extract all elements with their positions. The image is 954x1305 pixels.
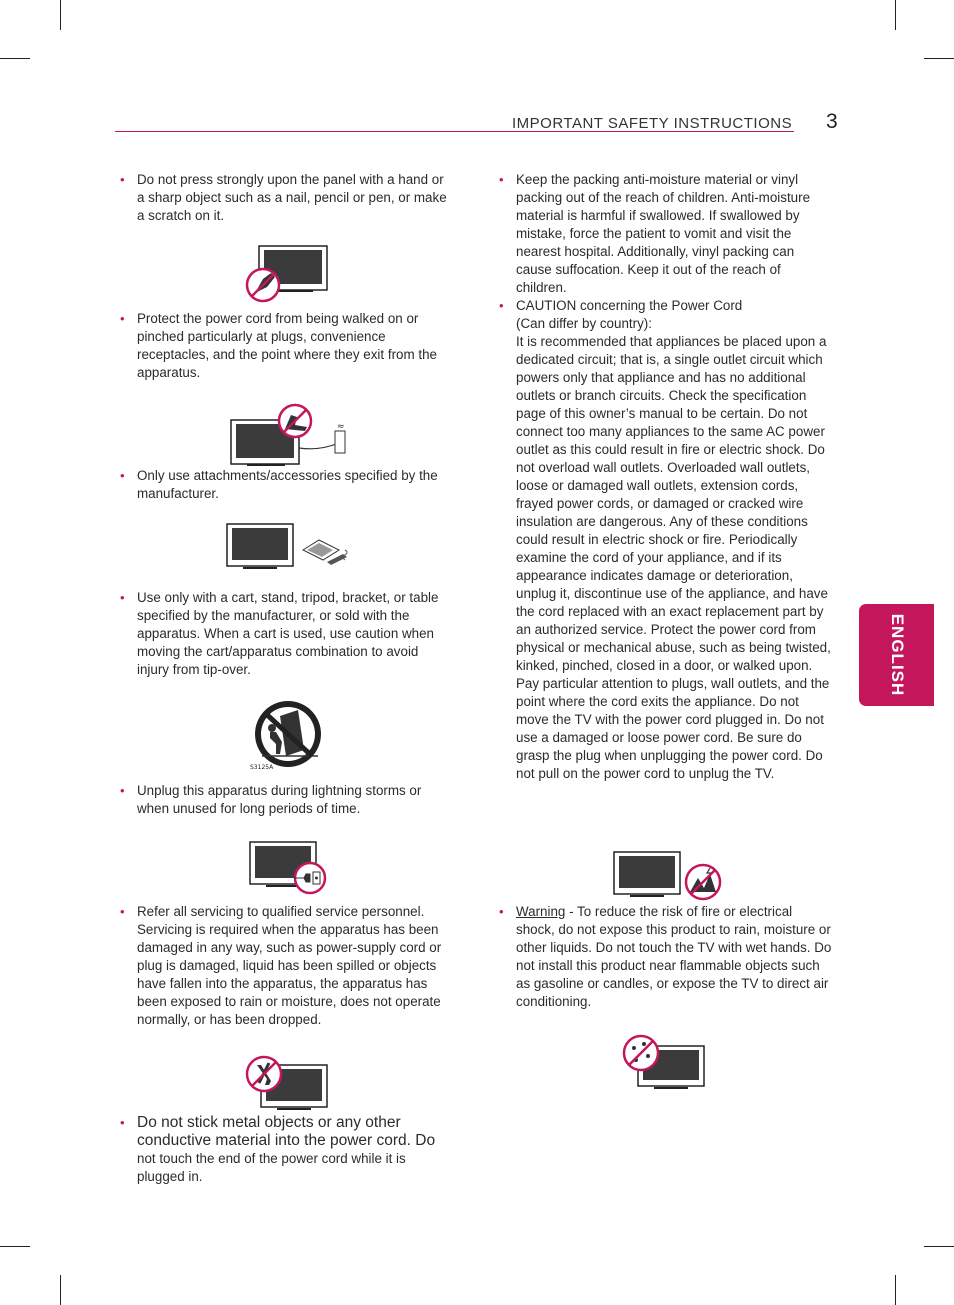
crop-mark [0,58,30,59]
list-item [120,310,449,382]
cart-tip-over-warning-icon [250,698,326,772]
crop-mark [0,1246,30,1247]
list-item [120,171,449,225]
list-item-text: Refer all servicing to qualified service personnel. Servicing is required when the apparatus has been damaged in any way, such as power-supply cord or plug is damaged, liquid has been spilled or objects have fallen into the apparatus, the apparatus has been exposed to rain or moisture, does not operate normally, or has been dropped. [137,904,442,1027]
list-item [120,782,449,818]
bullet: • [120,783,125,798]
unplug-illustration [248,840,328,896]
bullet: • [499,172,504,187]
cart-code-label: S3125A [250,764,274,771]
bullet: • [120,311,125,326]
power-cord-illustration [229,403,354,469]
bullet: • [499,904,504,919]
list-item [120,589,449,679]
list-item [120,1114,457,1186]
crop-mark [924,58,954,59]
crop-mark [895,0,896,30]
list-item [499,903,832,1011]
list-item-text-continued: not touch the end of the power cord while it is plugged in. [137,1151,406,1184]
bullet: • [120,468,125,483]
no-self-servicing-illustration [245,1055,331,1113]
list-item-text: Keep the packing anti-moisture material or vinyl packing out of the reach of children. Anti-moisture material is harmful if swallowed. If swallowed by mistake, force the patient to vomit and visit the nearest hospital. Additionally, vinyl packing can cause suffocation. Keep it out of the reach of children. [516,172,811,295]
crop-mark [895,1275,896,1305]
list-item-text: Only use attachments/accessories specified by the manufacturer. [137,468,438,501]
no-wet-hands-illustration [622,1034,708,1090]
list-item-text: Do not stick metal objects or any other conductive material into the power cord. Do [137,1114,436,1149]
bullet: • [120,1115,125,1130]
crop-mark [60,0,61,30]
list-item-text: Use only with a cart, stand, tripod, bracket, or table specified by the manufacturer, or sold with the apparatus. When a cart is used, use caution when moving the cart/apparatus combination to avoid injury from tip-over. [137,590,439,677]
caution-subtitle: (Can differ by country): [516,316,652,331]
crop-mark [924,1246,954,1247]
list-item-text: Unplug this apparatus during lightning storms or when unused for long periods of time. [137,783,422,816]
language-tab-label: ENGLISH [887,613,907,697]
bullet: • [499,298,504,313]
language-tab [859,604,934,706]
bullet: • [120,904,125,919]
list-item [120,467,449,503]
bullet: • [120,590,125,605]
accessories-illustration [225,522,355,572]
caution-body: It is recommended that appliances be placed upon a dedicated circuit; that is, a single outlet circuit which powers only that appliance and has no additional outlets or branch circuits. Check the specification page of this owner’s manual to be certain. Do not connect too many appliances to the same AC power outlet as this could result in fire or electric shock. Do not overload wall outlets. Overloaded wall outlets, loose or damaged wall outlets, extension cords, frayed power cords, or damaged or cracked wire insulation are dangerous. Any of these conditions could result in electric shock or fire. Periodically examine the cord of your appliance, and if its appearance indicates damage or deterioration, unplug it, discontinue use of the appliance, and have the cord replaced with an exact replacement part by an authorized service. Protect the power cord from physical or mechanical abuse, such as being twisted, kinked, pinched, closed in a door, or walked upon. Pay particular attention to plugs, wall outlets, and the point where the cord exits the appliance. Do not move the TV with the power cord plugged in. Do not use a damaged or loose power cord. Be sure do grasp the plug when unplugging the power cord. Do not pull on the power cord to unplug the TV. [516,334,831,781]
svg-text:≈: ≈ [337,422,345,432]
page-number: 3 [826,110,838,133]
list-item [120,903,449,1029]
caution-title: CAUTION concerning the Power Cord [516,298,743,313]
bullet: • [120,172,125,187]
no-press-panel-illustration [245,243,330,305]
list-item [499,297,832,783]
crop-mark [60,1275,61,1305]
page-section-title: IMPORTANT SAFETY INSTRUCTIONS [512,115,793,132]
warning-text: - To reduce the risk of fire or electrical shock, do not expose this product to rain, moisture or other liquids. Do not touch the TV with wet hands. Do not install this product near flammable objects such as gasoline or candles, or expose the TV to direct air conditioning. [516,904,832,1009]
list-item-text: Protect the power cord from being walked on or pinched particularly at plugs, convenience receptacles, and the point where they exit from the apparatus. [137,311,437,380]
warning-label: Warning [516,904,566,919]
no-moisture-illustration [612,850,724,902]
list-item [499,171,832,297]
list-item-text: Do not press strongly upon the panel with a hand or a sharp object such as a nail, pencil or pen, or make a scratch on it. [137,172,447,223]
